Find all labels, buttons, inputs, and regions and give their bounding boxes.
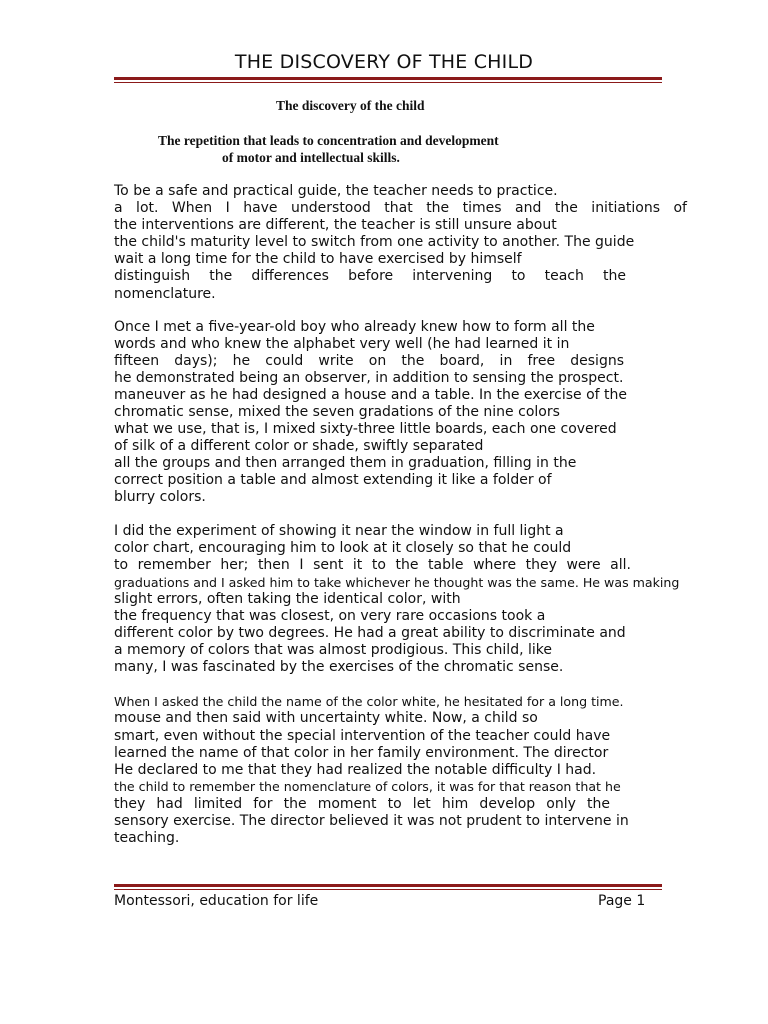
paragraph-line: mouse and then said with uncertainty white. Now, a child so bbox=[114, 710, 538, 726]
paragraph-line: slight errors, often taking the identical color, with bbox=[114, 591, 461, 607]
paragraph-line: To be a safe and practical guide, the teacher needs to practice. bbox=[114, 183, 558, 199]
paragraph-line: to remember her; then I sent it to the table where they were all. bbox=[114, 557, 631, 573]
paragraph-line: the interventions are different, the teacher is still unsure about bbox=[114, 217, 557, 233]
paragraph-line: sensory exercise. The director believed it was not prudent to intervene in bbox=[114, 813, 629, 829]
paragraph-line: they had limited for the moment to let him develop only the bbox=[114, 796, 610, 812]
paragraph-line: what we use, that is, I mixed sixty-three little boards, each one covered bbox=[114, 421, 617, 437]
paragraph-line: smart, even without the special intervention of the teacher could have bbox=[114, 728, 611, 744]
header-rule-thin bbox=[114, 82, 662, 83]
paragraph-line: He declared to me that they had realized the notable difficulty I had. bbox=[114, 762, 597, 778]
paragraph-line: the frequency that was closest, on very rare occasions took a bbox=[114, 608, 546, 624]
paragraph-line: many, I was fascinated by the exercises of the chromatic sense. bbox=[114, 659, 564, 675]
paragraph-line: graduations and I asked him to take whichever he thought was the same. He was making bbox=[114, 575, 680, 590]
paragraph-line: a lot. When I have understood that the times and the initiations of bbox=[114, 200, 687, 216]
footer-rule-thin bbox=[114, 889, 662, 890]
paragraph-line: color chart, encouraging him to look at it closely so that he could bbox=[114, 540, 572, 556]
paragraph-line: of silk of a different color or shade, swiftly separated bbox=[114, 438, 484, 454]
subtitle-line-2: of motor and intellectual skills. bbox=[222, 150, 400, 165]
paragraph-line: Once I met a five-year-old boy who already knew how to form all the bbox=[114, 319, 595, 335]
paragraph-line: all the groups and then arranged them in graduation, filling in the bbox=[114, 455, 577, 471]
paragraph-line: words and who knew the alphabet very well (he had learned it in bbox=[114, 336, 570, 352]
paragraph-line: I did the experiment of showing it near the window in full light a bbox=[114, 523, 564, 539]
running-header-title: THE DISCOVERY OF THE CHILD bbox=[234, 51, 534, 73]
paragraph-line: maneuver as he had designed a house and a table. In the exercise of the bbox=[114, 387, 628, 403]
page-number: Page 1 bbox=[598, 893, 646, 909]
paragraph-line: distinguish the differences before intervening to teach the bbox=[114, 268, 626, 284]
document-title: The discovery of the child bbox=[276, 98, 425, 113]
paragraph-line: different color by two degrees. He had a great ability to discriminate and bbox=[114, 625, 626, 641]
paragraph-line: teaching. bbox=[114, 830, 180, 846]
paragraph-line: the child to remember the nomenclature of colors, it was for that reason that he bbox=[114, 779, 621, 794]
paragraph-line: correct position a table and almost extending it like a folder of bbox=[114, 472, 552, 488]
paragraph-line: chromatic sense, mixed the seven gradations of the nine colors bbox=[114, 404, 560, 420]
paragraph-line: wait a long time for the child to have exercised by himself bbox=[114, 251, 522, 267]
subtitle-line-1: The repetition that leads to concentration and development bbox=[158, 133, 499, 148]
paragraph-line: When I asked the child the name of the color white, he hesitated for a long time. bbox=[114, 694, 624, 709]
paragraph-line: learned the name of that color in her family environment. The director bbox=[114, 745, 609, 761]
footer-rule-thick bbox=[114, 884, 662, 887]
footer-text: Montessori, education for life bbox=[114, 893, 319, 909]
paragraph-line: a memory of colors that was almost prodigious. This child, like bbox=[114, 642, 552, 658]
header-rule-thick bbox=[114, 77, 662, 80]
paragraph-line: he demonstrated being an observer, in addition to sensing the prospect. bbox=[114, 370, 624, 386]
paragraph-line: blurry colors. bbox=[114, 489, 206, 505]
paragraph-line: nomenclature. bbox=[114, 286, 216, 302]
paragraph-line: the child's maturity level to switch from one activity to another. The guide bbox=[114, 234, 635, 250]
paragraph-line: fifteen days); he could write on the board, in free designs bbox=[114, 353, 624, 369]
